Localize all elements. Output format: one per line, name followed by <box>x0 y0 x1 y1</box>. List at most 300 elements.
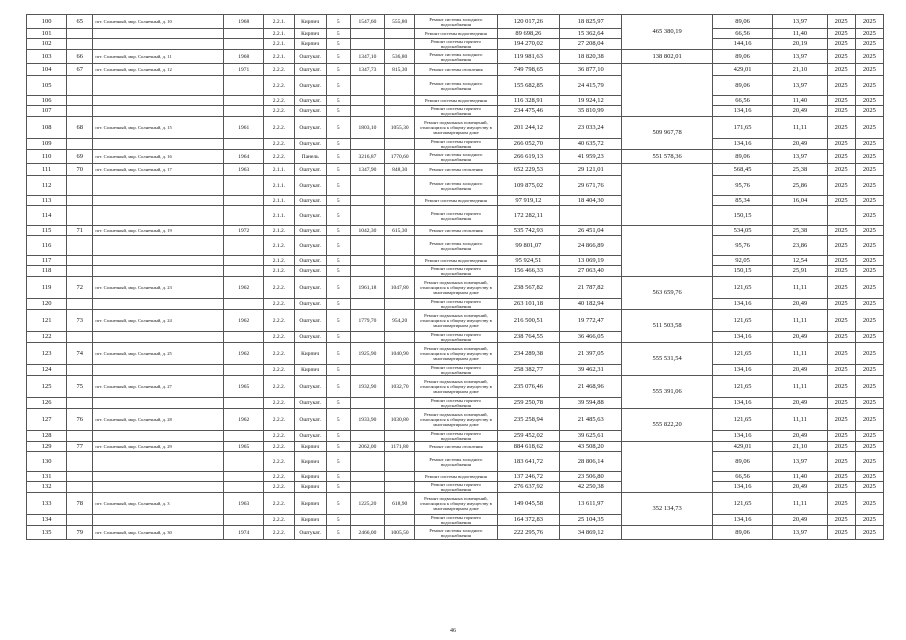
max-cost-cell <box>773 206 827 226</box>
build-year-cell: 1968 <box>224 50 264 64</box>
max-cost-cell: 21,10 <box>773 64 827 76</box>
floors-cell: 5 <box>326 196 350 206</box>
floors-cell: 5 <box>326 139 350 150</box>
floors-cell: 5 <box>326 277 350 299</box>
work-cost-cell: 276 637,92 <box>497 482 559 493</box>
work-type-cell: Ремонт системы холодного водоснабжения <box>415 76 497 96</box>
floors-cell: 5 <box>326 256 350 266</box>
floors-cell: 5 <box>326 206 350 226</box>
table-row <box>27 76 884 96</box>
year-end-cell: 2025 <box>855 277 883 299</box>
wall-material-cell: Оштукат. <box>294 139 326 150</box>
total-area-cell <box>350 236 384 256</box>
house-number-cell <box>67 29 93 39</box>
design-cost-cell: 36 877,10 <box>560 64 622 76</box>
max-cost-cell: 11,11 <box>773 310 827 332</box>
total-area-cell: 1347,73 <box>350 64 384 76</box>
max-cost-cell: 11,11 <box>773 343 827 365</box>
address-cell: пгт. Солнечный, мкр. Солнечный, д. 10 <box>93 15 224 29</box>
house-total-cell: 509 967,78 <box>622 117 713 150</box>
living-area-cell: 1030,80 <box>385 409 415 431</box>
total-area-cell <box>350 39 384 50</box>
design-cost-cell: 21 397,05 <box>560 343 622 365</box>
total-area-cell <box>350 256 384 266</box>
address-cell: пгт. Солнечный, мкр. Солнечный, д. 12 <box>93 64 224 76</box>
work-code-cell: 2.1.2. <box>264 236 294 256</box>
work-cost-cell: 89 698,26 <box>497 29 559 39</box>
design-cost-cell: 41 959,23 <box>560 150 622 164</box>
address-cell <box>93 96 224 106</box>
table-row <box>27 164 884 176</box>
max-cost-cell: 20,49 <box>773 398 827 409</box>
table-row <box>27 106 884 117</box>
floors-cell: 5 <box>326 526 350 540</box>
year-start-cell: 2025 <box>827 376 855 398</box>
work-cost-cell: 259 452,02 <box>497 431 559 442</box>
table-row <box>27 50 884 64</box>
house-number-cell <box>67 299 93 310</box>
specific-cost-cell: 89,06 <box>712 526 772 540</box>
specific-cost-cell: 85,34 <box>712 196 772 206</box>
year-start-cell: 2025 <box>827 64 855 76</box>
design-cost-cell: 27 208,04 <box>560 39 622 50</box>
wall-material-cell: Оштукат. <box>294 164 326 176</box>
row-number-cell: 106 <box>27 96 67 106</box>
total-area-cell: 1925,90 <box>350 343 384 365</box>
max-cost-cell: 20,49 <box>773 482 827 493</box>
work-type-cell: Ремонт системы отопления <box>415 164 497 176</box>
row-number-cell: 123 <box>27 343 67 365</box>
build-year-cell <box>224 365 264 376</box>
work-cost-cell: 222 295,76 <box>497 526 559 540</box>
year-end-cell: 2025 <box>855 226 883 236</box>
build-year-cell <box>224 176 264 196</box>
table-row <box>27 431 884 442</box>
living-area-cell: 1047,80 <box>385 277 415 299</box>
build-year-cell: 1962 <box>224 310 264 332</box>
address-cell <box>93 472 224 482</box>
living-area-cell <box>385 29 415 39</box>
year-end-cell: 2025 <box>855 29 883 39</box>
table-row <box>27 376 884 398</box>
design-cost-cell: 15 362,64 <box>560 29 622 39</box>
total-area-cell <box>350 332 384 343</box>
year-start-cell: 2025 <box>827 515 855 526</box>
design-cost-cell: 26 451,04 <box>560 226 622 236</box>
year-start-cell: 2025 <box>827 39 855 50</box>
year-end-cell: 2025 <box>855 106 883 117</box>
table-row <box>27 277 884 299</box>
table-row <box>27 39 884 50</box>
max-cost-cell: 11,11 <box>773 376 827 398</box>
work-cost-cell: 183 641,72 <box>497 452 559 472</box>
row-number-cell: 104 <box>27 64 67 76</box>
build-year-cell: 1962 <box>224 343 264 365</box>
table-row <box>27 515 884 526</box>
wall-material-cell: Оштукат. <box>294 196 326 206</box>
work-code-cell: 2.2.2. <box>264 493 294 515</box>
row-number-cell: 131 <box>27 472 67 482</box>
living-area-cell: 815,30 <box>385 64 415 76</box>
work-code-cell: 2.2.2. <box>264 431 294 442</box>
wall-material-cell: Панель <box>294 150 326 164</box>
work-code-cell: 2.2.1. <box>264 39 294 50</box>
specific-cost-cell: 121,65 <box>712 343 772 365</box>
house-total-cell: 511 503,58 <box>622 310 713 343</box>
design-cost-cell: 29 121,01 <box>560 164 622 176</box>
total-area-cell: 1042,30 <box>350 226 384 236</box>
total-area-cell: 1347,90 <box>350 164 384 176</box>
work-cost-cell: 156 466,33 <box>497 266 559 277</box>
work-code-cell: 2.1.1. <box>264 206 294 226</box>
wall-material-cell: Кирпич <box>294 493 326 515</box>
house-number-cell: 68 <box>67 117 93 139</box>
work-type-cell: Ремонт системы водоотведения <box>415 256 497 266</box>
max-cost-cell: 20,49 <box>773 365 827 376</box>
table-row <box>27 452 884 472</box>
wall-material-cell: Оштукат. <box>294 226 326 236</box>
work-type-cell: Ремонт системы горячего водоснабжения <box>415 299 497 310</box>
design-cost-cell: 39 625,61 <box>560 431 622 442</box>
year-end-cell: 2025 <box>855 310 883 332</box>
living-area-cell: 536,80 <box>385 50 415 64</box>
floors-cell: 5 <box>326 332 350 343</box>
design-cost-cell: 24 866,89 <box>560 236 622 256</box>
build-year-cell: 1963 <box>224 164 264 176</box>
specific-cost-cell: 121,65 <box>712 310 772 332</box>
address-cell: пгт. Солнечный, мкр. Солнечный, д. 11 <box>93 50 224 64</box>
design-cost-cell: 39 462,31 <box>560 365 622 376</box>
year-start-cell: 2025 <box>827 482 855 493</box>
address-cell <box>93 39 224 50</box>
work-type-cell: Ремонт системы горячего водоснабжения <box>415 365 497 376</box>
specific-cost-cell: 429,01 <box>712 64 772 76</box>
specific-cost-cell: 121,65 <box>712 493 772 515</box>
work-code-cell: 2.2.2. <box>264 409 294 431</box>
design-cost-cell: 40 182,94 <box>560 299 622 310</box>
year-end-cell: 2025 <box>855 442 883 452</box>
living-area-cell <box>385 515 415 526</box>
address-cell: пгт. Солнечный, мкр. Солнечный, д. 15 <box>93 117 224 139</box>
row-number-cell: 116 <box>27 236 67 256</box>
living-area-cell <box>385 76 415 96</box>
work-type-cell: Ремонт системы холодного водоснабжения <box>415 150 497 164</box>
work-type-cell: Ремонт подвальных помещений, относящихся к общему имуществу в многоквартирном доме <box>415 409 497 431</box>
max-cost-cell: 20,49 <box>773 139 827 150</box>
build-year-cell <box>224 139 264 150</box>
max-cost-cell: 25,38 <box>773 226 827 236</box>
year-start-cell: 2025 <box>827 452 855 472</box>
table-row <box>27 226 884 236</box>
year-start-cell: 2025 <box>827 106 855 117</box>
table-row <box>27 266 884 277</box>
row-number-cell: 113 <box>27 196 67 206</box>
work-type-cell: Ремонт системы холодного водоснабжения <box>415 50 497 64</box>
year-end-cell: 2025 <box>855 206 883 226</box>
specific-cost-cell: 66,56 <box>712 472 772 482</box>
build-year-cell <box>224 266 264 277</box>
address-cell <box>93 196 224 206</box>
wall-material-cell: Оштукат. <box>294 76 326 96</box>
build-year-cell <box>224 299 264 310</box>
max-cost-cell: 13,97 <box>773 150 827 164</box>
row-number-cell: 114 <box>27 206 67 226</box>
house-number-cell: 67 <box>67 64 93 76</box>
specific-cost-cell: 171,65 <box>712 117 772 139</box>
max-cost-cell: 13,97 <box>773 76 827 96</box>
max-cost-cell: 12,54 <box>773 256 827 266</box>
work-code-cell: 2.2.2. <box>264 310 294 332</box>
design-cost-cell: 13 069,19 <box>560 256 622 266</box>
year-end-cell: 2025 <box>855 139 883 150</box>
work-code-cell: 2.2.2. <box>264 277 294 299</box>
design-cost-cell: 23 033,24 <box>560 117 622 139</box>
floors-cell: 5 <box>326 15 350 29</box>
total-area-cell: 1932,90 <box>350 376 384 398</box>
work-type-cell: Ремонт системы водоотведения <box>415 96 497 106</box>
max-cost-cell: 13,97 <box>773 50 827 64</box>
wall-material-cell: Оштукат. <box>294 409 326 431</box>
year-start-cell: 2025 <box>827 139 855 150</box>
max-cost-cell: 25,91 <box>773 266 827 277</box>
build-year-cell: 1965 <box>224 376 264 398</box>
year-start-cell: 2025 <box>827 29 855 39</box>
design-cost-cell: 21 468,96 <box>560 376 622 398</box>
max-cost-cell: 11,11 <box>773 277 827 299</box>
work-cost-cell: 259 250,78 <box>497 398 559 409</box>
build-year-cell: 1972 <box>224 226 264 236</box>
wall-material-cell: Оштукат. <box>294 332 326 343</box>
year-start-cell: 2025 <box>827 150 855 164</box>
row-number-cell: 121 <box>27 310 67 332</box>
row-number-cell: 100 <box>27 15 67 29</box>
living-area-cell: 1171,80 <box>385 442 415 452</box>
living-area-cell <box>385 266 415 277</box>
year-start-cell: 2025 <box>827 236 855 256</box>
capital-repair-table <box>26 14 884 540</box>
year-end-cell: 2025 <box>855 398 883 409</box>
living-area-cell <box>385 96 415 106</box>
address-cell <box>93 106 224 117</box>
work-code-cell: 2.2.2. <box>264 452 294 472</box>
wall-material-cell: Оштукат. <box>294 398 326 409</box>
total-area-cell <box>350 398 384 409</box>
house-number-cell <box>67 206 93 226</box>
work-cost-cell: 120 017,26 <box>497 15 559 29</box>
year-start-cell: 2025 <box>827 266 855 277</box>
work-cost-cell: 137 246,72 <box>497 472 559 482</box>
house-number-cell <box>67 365 93 376</box>
house-number-cell: 72 <box>67 277 93 299</box>
specific-cost-cell: 89,06 <box>712 452 772 472</box>
house-total-cell <box>622 164 713 226</box>
design-cost-cell: 18 404,30 <box>560 196 622 206</box>
total-area-cell <box>350 76 384 96</box>
work-code-cell: 2.2.2. <box>264 442 294 452</box>
max-cost-cell: 20,19 <box>773 39 827 50</box>
work-code-cell: 2.2.1. <box>264 50 294 64</box>
work-cost-cell: 164 372,83 <box>497 515 559 526</box>
total-area-cell <box>350 299 384 310</box>
table-row <box>27 96 884 106</box>
max-cost-cell: 11,11 <box>773 493 827 515</box>
work-code-cell: 2.1.1. <box>264 176 294 196</box>
max-cost-cell: 20,49 <box>773 332 827 343</box>
work-cost-cell: 238 764,55 <box>497 332 559 343</box>
design-cost-cell: 21 485,63 <box>560 409 622 431</box>
specific-cost-cell: 429,01 <box>712 442 772 452</box>
address-cell <box>93 176 224 196</box>
work-type-cell: Ремонт системы отопления <box>415 226 497 236</box>
floors-cell: 5 <box>326 64 350 76</box>
total-area-cell <box>350 106 384 117</box>
work-type-cell: Ремонт подвальных помещений, относящихся к общему имуществу в многоквартирном доме <box>415 376 497 398</box>
year-start-cell: 2025 <box>827 493 855 515</box>
table-row <box>27 442 884 452</box>
living-area-cell <box>385 482 415 493</box>
total-area-cell <box>350 482 384 493</box>
build-year-cell <box>224 332 264 343</box>
specific-cost-cell: 89,06 <box>712 150 772 164</box>
wall-material-cell: Оштукат. <box>294 431 326 442</box>
row-number-cell: 124 <box>27 365 67 376</box>
work-type-cell: Ремонт системы водоотведения <box>415 196 497 206</box>
work-cost-cell: 216 500,51 <box>497 310 559 332</box>
floors-cell: 5 <box>326 50 350 64</box>
design-cost-cell: 21 787,82 <box>560 277 622 299</box>
work-type-cell: Ремонт системы отопления <box>415 64 497 76</box>
total-area-cell: 1225,20 <box>350 493 384 515</box>
table-row <box>27 398 884 409</box>
address-cell <box>93 482 224 493</box>
row-number-cell: 112 <box>27 176 67 196</box>
wall-material-cell: Оштукат. <box>294 236 326 256</box>
address-cell <box>93 256 224 266</box>
work-type-cell: Ремонт системы горячего водоснабжения <box>415 39 497 50</box>
design-cost-cell: 27 063,40 <box>560 266 622 277</box>
house-number-cell <box>67 39 93 50</box>
year-end-cell: 2025 <box>855 256 883 266</box>
total-area-cell: 1347,10 <box>350 50 384 64</box>
house-number-cell <box>67 482 93 493</box>
specific-cost-cell: 66,56 <box>712 29 772 39</box>
build-year-cell <box>224 472 264 482</box>
row-number-cell: 115 <box>27 226 67 236</box>
table-row <box>27 332 884 343</box>
row-number-cell: 118 <box>27 266 67 277</box>
total-area-cell <box>350 96 384 106</box>
house-number-cell <box>67 236 93 256</box>
work-type-cell: Ремонт системы водоотведения <box>415 29 497 39</box>
row-number-cell: 135 <box>27 526 67 540</box>
year-end-cell: 2025 <box>855 117 883 139</box>
design-cost-cell: 40 635,72 <box>560 139 622 150</box>
work-code-cell: 2.2.2. <box>264 526 294 540</box>
year-start-cell: 2025 <box>827 409 855 431</box>
wall-material-cell: Кирпич <box>294 15 326 29</box>
build-year-cell: 1968 <box>224 15 264 29</box>
design-cost-cell: 19 924,12 <box>560 96 622 106</box>
work-type-cell: Ремонт системы горячего водоснабжения <box>415 332 497 343</box>
design-cost-cell: 42 250,38 <box>560 482 622 493</box>
year-end-cell: 2025 <box>855 515 883 526</box>
wall-material-cell: Кирпич <box>294 442 326 452</box>
build-year-cell: 1962 <box>224 277 264 299</box>
design-cost-cell: 36 466,05 <box>560 332 622 343</box>
year-start-cell: 2025 <box>827 472 855 482</box>
house-number-cell <box>67 139 93 150</box>
wall-material-cell: Кирпич <box>294 515 326 526</box>
row-number-cell: 117 <box>27 256 67 266</box>
total-area-cell <box>350 452 384 472</box>
specific-cost-cell: 89,06 <box>712 50 772 64</box>
year-end-cell: 2025 <box>855 164 883 176</box>
house-total-cell: 555 391,06 <box>622 376 713 409</box>
row-number-cell: 103 <box>27 50 67 64</box>
work-type-cell: Ремонт подвальных помещений, относящихся к общему имуществу в многоквартирном доме <box>415 277 497 299</box>
work-code-cell: 2.2.2. <box>264 150 294 164</box>
row-number-cell: 128 <box>27 431 67 442</box>
work-type-cell: Ремонт подвальных помещений, относящихся к общему имуществу в многоквартирном доме <box>415 117 497 139</box>
row-number-cell: 109 <box>27 139 67 150</box>
year-end-cell: 2025 <box>855 343 883 365</box>
design-cost-cell: 35 810,99 <box>560 106 622 117</box>
row-number-cell: 130 <box>27 452 67 472</box>
max-cost-cell: 21,10 <box>773 442 827 452</box>
work-cost-cell: 97 919,12 <box>497 196 559 206</box>
wall-material-cell: Оштукат. <box>294 526 326 540</box>
specific-cost-cell: 134,16 <box>712 299 772 310</box>
max-cost-cell: 25,86 <box>773 176 827 196</box>
work-type-cell: Ремонт системы горячего водоснабжения <box>415 106 497 117</box>
year-end-cell: 2025 <box>855 76 883 96</box>
work-cost-cell: 234 475,46 <box>497 106 559 117</box>
page-number: 46 <box>450 628 456 634</box>
living-area-cell: 1005,50 <box>385 526 415 540</box>
work-code-cell: 2.1.1. <box>264 196 294 206</box>
address-cell: пгт. Солнечный, мкр. Солнечный, д. 25 <box>93 343 224 365</box>
design-cost-cell: 19 772,47 <box>560 310 622 332</box>
address-cell <box>93 76 224 96</box>
living-area-cell <box>385 39 415 50</box>
floors-cell: 5 <box>326 299 350 310</box>
max-cost-cell: 23,86 <box>773 236 827 256</box>
house-number-cell: 65 <box>67 15 93 29</box>
year-start-cell: 2025 <box>827 277 855 299</box>
total-area-cell <box>350 139 384 150</box>
wall-material-cell: Оштукат. <box>294 266 326 277</box>
living-area-cell <box>385 398 415 409</box>
address-cell <box>93 206 224 226</box>
floors-cell: 5 <box>326 376 350 398</box>
work-cost-cell: 535 742,93 <box>497 226 559 236</box>
house-total-cell: 555 822,20 <box>622 409 713 442</box>
house-number-cell <box>67 106 93 117</box>
house-number-cell <box>67 398 93 409</box>
year-end-cell: 2025 <box>855 64 883 76</box>
floors-cell: 5 <box>326 442 350 452</box>
house-number-cell <box>67 256 93 266</box>
floors-cell: 5 <box>326 76 350 96</box>
house-number-cell: 71 <box>67 226 93 236</box>
max-cost-cell: 20,49 <box>773 515 827 526</box>
year-start-cell: 2025 <box>827 332 855 343</box>
row-number-cell: 132 <box>27 482 67 493</box>
living-area-cell: 555,80 <box>385 15 415 29</box>
table-row <box>27 139 884 150</box>
max-cost-cell: 20,49 <box>773 106 827 117</box>
build-year-cell <box>224 96 264 106</box>
